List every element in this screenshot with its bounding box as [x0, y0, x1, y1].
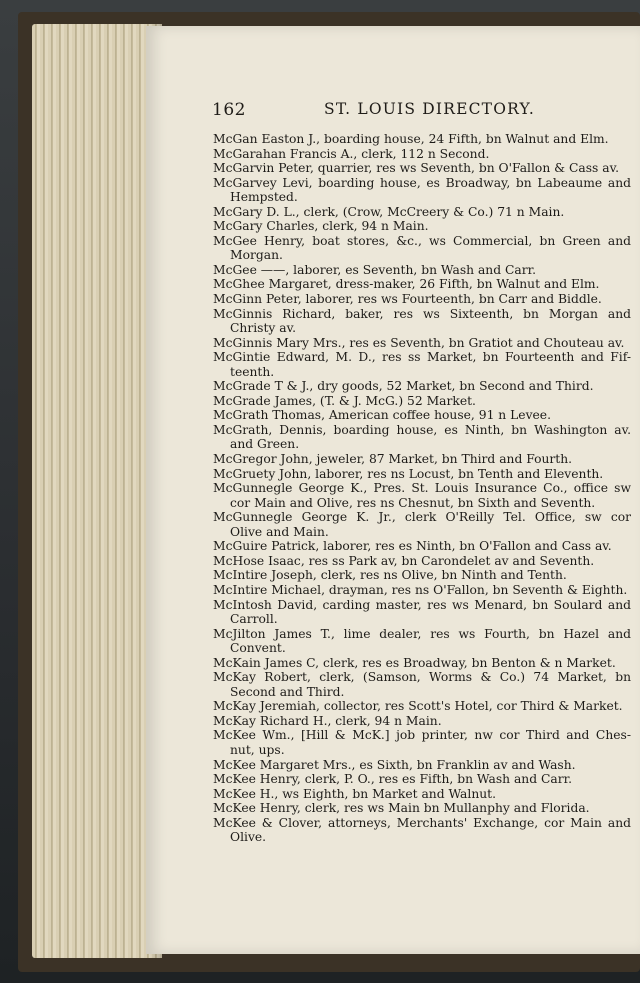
directory-entry: McGinn Peter, laborer, res ws Fourteenth, bn Carr and Biddle. [213, 292, 602, 307]
directory-entry: McJilton James T., lime dealer, res ws Fourth, bn Hazel and [213, 626, 631, 641]
directory-entry: McKee Henry, clerk, P. O., res es Fifth, bn Wash and Carr. [213, 772, 573, 787]
directory-entry: McGrade T & J., dry goods, 52 Market, bn Second and Third. [213, 379, 594, 394]
directory-entry: McKee Henry, clerk, res ws Main bn Mullanphy and Florida. [213, 801, 590, 816]
directory-entry: McGregor John, jeweler, 87 Market, bn Third and Fourth. [213, 452, 573, 467]
directory-entry: McGinnis Mary Mrs., res es Seventh, bn Gratiot and Chouteau av. [213, 335, 625, 350]
directory-entry-continuation: nut, ups. [230, 742, 285, 757]
directory-entry: McIntosh David, carding master, res ws Menard, bn Soulard and [213, 597, 631, 612]
directory-entry-continuation: cor Main and Olive, res ns Chesnut, bn Sixth and Seventh. [230, 495, 596, 510]
directory-entry-continuation: Olive. [230, 830, 267, 845]
directory-entry: McKay Robert, clerk, (Samson, Worms & Co.) 74 Market, bn [213, 670, 631, 685]
directory-entry: McKee Margaret Mrs., es Sixth, bn Franklin av and Wash. [213, 757, 576, 772]
page-number: 162 [212, 100, 246, 120]
directory-entry-continuation: Morgan. [230, 248, 283, 263]
directory-entry-continuation: Convent. [230, 641, 286, 656]
page-edges [32, 24, 162, 958]
directory-entry-continuation: and Green. [230, 437, 300, 452]
directory-entry: McKain James C, clerk, res es Broadway, bn Benton & n Market. [213, 655, 616, 670]
directory-entry: McGhee Margaret, dress-maker, 26 Fifth, bn Walnut and Elm. [213, 277, 600, 292]
directory-entry: McGunnegle George K. Jr., clerk O'Reilly Tel. Office, sw cor [213, 510, 631, 525]
directory-entry: McGrade James, (T. & J. McG.) 52 Market. [213, 393, 476, 408]
running-title: ST. LOUIS DIRECTORY. [324, 100, 536, 118]
directory-entry: McGan Easton J., boarding house, 24 Fifth, bn Walnut and Elm. [213, 132, 609, 146]
running-head [212, 100, 628, 122]
directory-entry: McKee & Clover, attorneys, Merchants' Exchange, cor Main and [213, 815, 631, 830]
directory-entry: McKay Richard H., clerk, 94 n Main. [213, 713, 442, 728]
directory-entry: McGrath Thomas, American coffee house, 91 n Levee. [213, 408, 551, 423]
directory-entry-continuation: Olive and Main. [230, 524, 329, 539]
directory-entry-continuation: Carroll. [230, 612, 278, 627]
directory-entry-continuation: Second and Third. [230, 684, 345, 699]
directory-entry: McGary D. L., clerk, (Crow, McCreery & Co.) 71 n Main. [213, 204, 565, 219]
directory-entry: McHose Isaac, res ss Park av, bn Carondelet av and Seventh. [213, 553, 595, 568]
directory-entry: McIntire Joseph, clerk, res ns Olive, bn Ninth and Tenth. [213, 568, 567, 583]
directory-entry: McGee Henry, boat stores, &c., ws Commercial, bn Green and [213, 233, 631, 248]
directory-entry: McGinnis Richard, baker, res ws Sixteenth, bn Morgan and [213, 306, 631, 321]
directory-entry-continuation: Christy av. [230, 321, 296, 336]
directory-entry: McGuire Patrick, laborer, res es Ninth, bn O'Fallon and Cass av. [213, 539, 612, 554]
directory-entries [213, 132, 631, 845]
directory-entry: McIntire Michael, drayman, res ns O'Fallon, bn Seventh & Eighth. [213, 582, 628, 597]
directory-entry: McKee H., ws Eighth, bn Market and Walnut. [213, 786, 497, 801]
directory-entry-continuation: teenth. [230, 364, 275, 379]
directory-entry: McGintie Edward, M. D., res ss Market, bn Fourteenth and Fif- [213, 350, 631, 365]
directory-entry: McGarvey Levi, boarding house, es Broadway, bn Labeaume and [213, 175, 631, 190]
directory-entry: McGarahan Francis A., clerk, 112 n Second. [213, 146, 490, 161]
directory-entry: McGarvin Peter, quarrier, res ws Seventh, bn O'Fallon & Cass av. [213, 161, 620, 176]
directory-entry: McGrath, Dennis, boarding house, es Ninth, bn Washington av. [213, 422, 631, 437]
directory-entry: McGary Charles, clerk, 94 n Main. [213, 219, 429, 234]
directory-entry-continuation: Hempsted. [230, 190, 298, 205]
directory-entry: McGruety John, laborer, res ns Locust, bn Tenth and Eleventh. [213, 466, 604, 481]
directory-entry: McGee ——, laborer, es Seventh, bn Wash and Carr. [213, 262, 537, 277]
directory-entry: McKay Jeremiah, collector, res Scott's Hotel, cor Third & Market. [213, 699, 623, 714]
directory-entry: McGunnegle George K., Pres. St. Louis Insurance Co., office sw [213, 481, 631, 496]
directory-entry: McKee Wm., [Hill & McK.] job printer, nw cor Third and Ches- [213, 728, 631, 743]
